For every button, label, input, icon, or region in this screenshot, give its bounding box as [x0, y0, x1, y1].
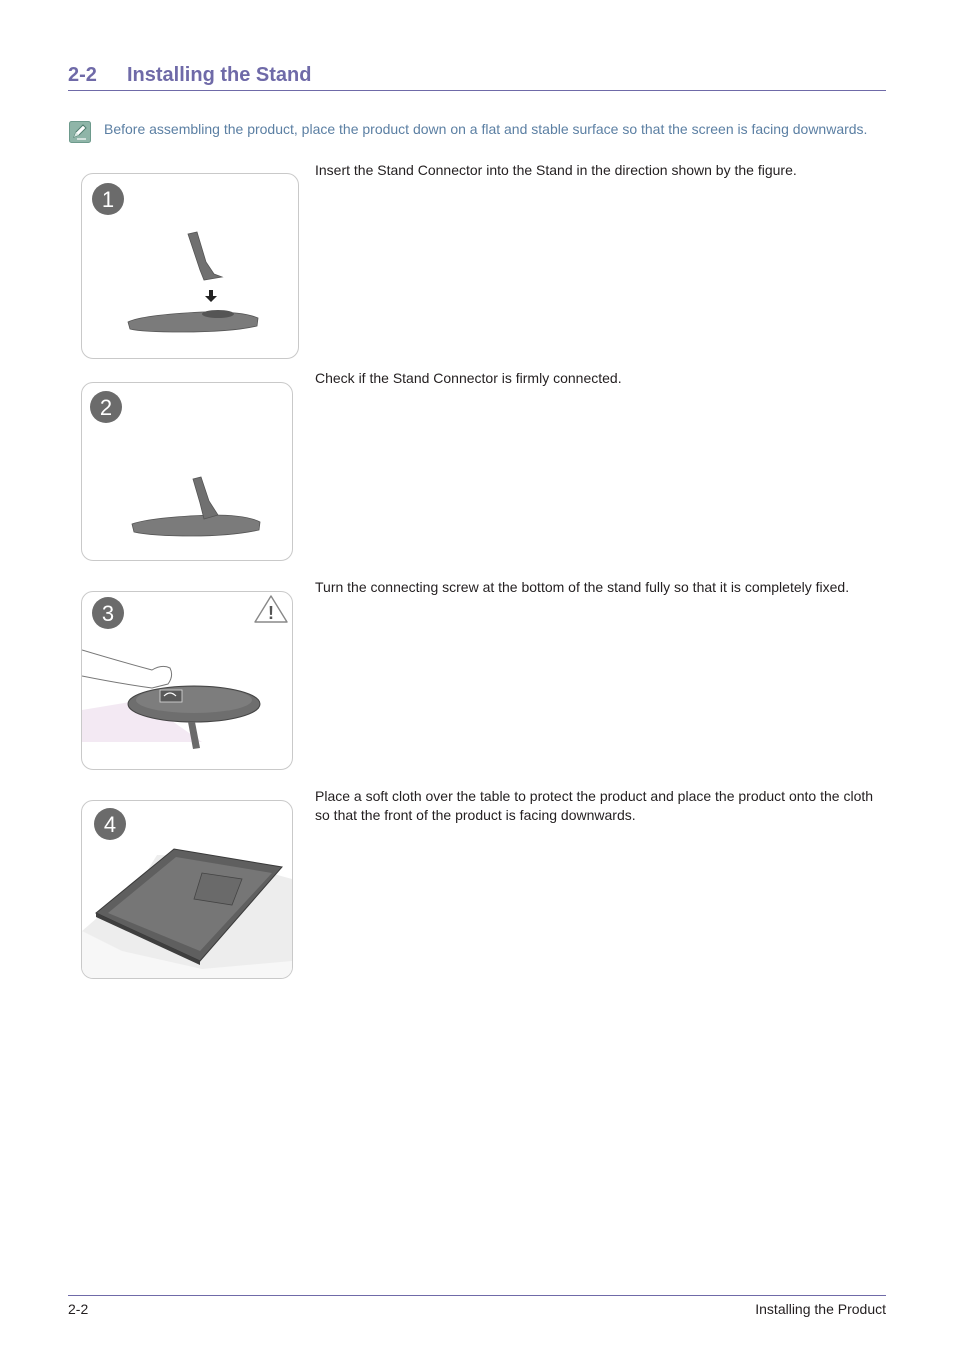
footer-page-number: 2-2 [68, 1301, 89, 1317]
step-2-text: Check if the Stand Connector is firmly connected. [315, 370, 622, 386]
down-arrow-icon [205, 290, 217, 302]
section-heading [68, 62, 886, 91]
step-4-text: Place a soft cloth over the table to protect the product and place the product onto the cloth so that the front of the product is facing downwards. [315, 788, 874, 823]
step-4-figure [81, 800, 293, 979]
step-number: 1 [101, 187, 115, 212]
section-number: 2-2 [68, 64, 97, 86]
section-title: Installing the Stand [127, 64, 312, 86]
step-1-figure [81, 173, 299, 359]
step-3-text: Turn the connecting screw at the bottom of the stand fully so that it is completely fixed. [315, 579, 850, 595]
warning-mark: ! [268, 603, 274, 623]
step-number: 3 [101, 601, 115, 626]
stand-base [132, 515, 260, 536]
step-number: 2 [99, 395, 113, 420]
note-pencil-icon [69, 121, 91, 143]
note-text: Before assembling the product, place the product down on a flat and stable surface so that the screen is facing downwards. [104, 121, 868, 137]
step-3-figure [81, 591, 293, 770]
step-1-text: Insert the Stand Connector into the Stand in the direction shown by the figure. [315, 162, 797, 178]
step-2-figure [81, 382, 293, 561]
step-number: 4 [103, 812, 117, 837]
stand-connector [188, 232, 222, 280]
footer-chapter-title: Installing the Product [755, 1301, 886, 1317]
stand-base [128, 312, 258, 332]
warning-icon [255, 596, 287, 623]
hand-outline [82, 650, 172, 688]
footer-divider [68, 1295, 886, 1296]
stand-connector [193, 477, 218, 519]
